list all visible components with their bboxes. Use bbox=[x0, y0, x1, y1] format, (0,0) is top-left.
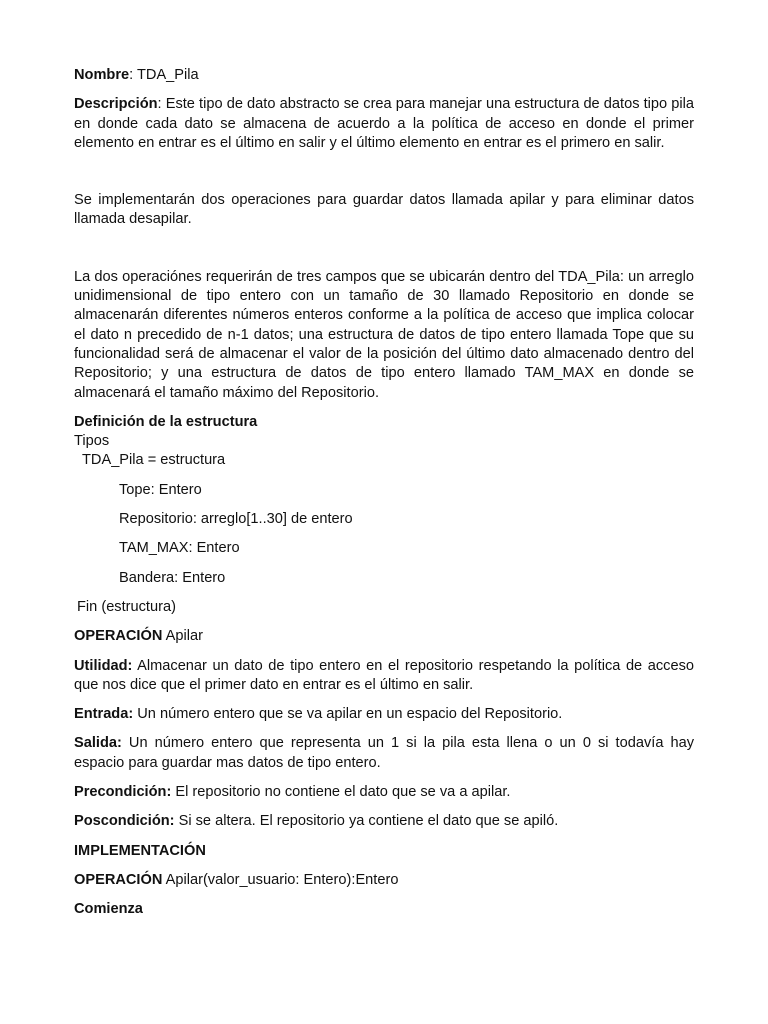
nombre-value: : TDA_Pila bbox=[129, 67, 199, 83]
tipos-label: Tipos bbox=[74, 433, 110, 450]
comienza-label: Comienza bbox=[74, 901, 143, 918]
field-repositorio: Repositorio: arreglo[1..30] de entero bbox=[119, 511, 353, 528]
operacion-signature: OPERACIÓN Apilar(valor_usuario: Entero):Entero bbox=[74, 871, 399, 888]
descripcion-paragraph bbox=[74, 95, 694, 153]
implementacion-heading: IMPLEMENTACIÓN bbox=[74, 842, 206, 859]
descripcion-text: : Este tipo de dato abstracto se crea para manejar una estructura de datos tipo pila en donde cada dato se almacena de acuerdo a la política de acceso en donde el primer elemento en entrar es el último en salir y el último elemento en entrar es el primero en salir. bbox=[74, 96, 694, 151]
entrada-paragraph: Entrada: Un número entero que se va apilar en un espacio del Repositorio. bbox=[74, 706, 563, 723]
poscondicion-paragraph: Poscondición: Si se altera. El repositorio ya contiene el dato que se apiló. bbox=[74, 813, 559, 830]
estructura-heading: Definición de la estructura bbox=[74, 413, 258, 430]
field-tam-max: TAM_MAX: Entero bbox=[119, 540, 240, 557]
nombre-label: Nombre bbox=[74, 67, 130, 83]
fin-estructura: Fin (estructura) bbox=[77, 598, 176, 615]
operacion-title: OPERACIÓN Apilar bbox=[74, 628, 203, 645]
utilidad-paragraph: Utilidad: Almacenar un dato de tipo entero en el repositorio respetando la política de acceso que nos dice que el primer dato en entrar es el último en salir. bbox=[74, 657, 694, 693]
nombre-line bbox=[74, 66, 694, 85]
estructura-declaration: TDA_Pila = estructura bbox=[82, 452, 226, 469]
salida-paragraph: Salida: Un número entero que representa un 1 si la pila esta llena o un 0 si todavía hay espacio para guardar mas datos de tipo entero. bbox=[74, 735, 694, 771]
campos-paragraph: La dos operaciónes requerirán de tres campos que se ubicarán dentro del TDA_Pila: un arreglo unidimensional de tipo entero con un tamaño de 30 llamado Repositorio en donde se almacenarán diferentes números enteros conforme a la política de acceso que implica colocar el dato n precedido de n-1 datos; una estructura de datos de tipo entero llamada Tope que su funcionalidad será de almacenar el valor de la posición del último dato almacenado dentro del Repositorio; y una estructura de datos de tipo entero llamado TAM_MAX en donde se almacenará el tamaño máximo del Repositorio. bbox=[74, 268, 694, 401]
precondicion-paragraph: Precondición: El repositorio no contiene el dato que se va a apilar. bbox=[74, 784, 511, 801]
field-bandera: Bandera: Entero bbox=[119, 569, 226, 586]
operaciones-paragraph: Se implementarán dos operaciones para guardar datos llamada apilar y para eliminar datos llamada desapilar. bbox=[74, 192, 694, 228]
descripcion-label: Descripción bbox=[74, 96, 158, 113]
field-tope: Tope: Entero bbox=[119, 481, 202, 498]
